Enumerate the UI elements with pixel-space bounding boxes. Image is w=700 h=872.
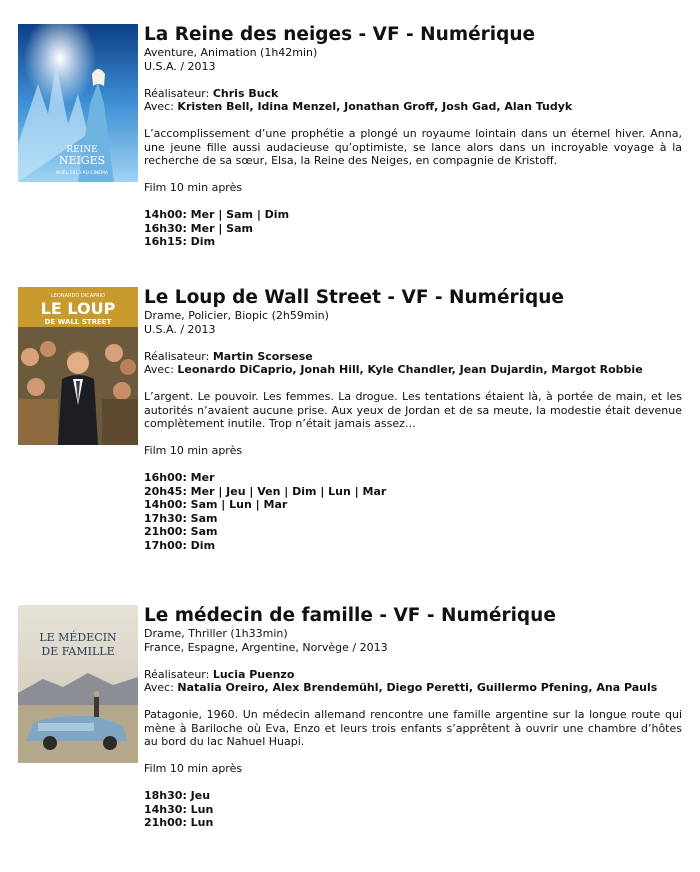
showtime: 21h00: Lun [144,816,214,829]
cast-names: Leonardo DiCaprio, Jonah Hill, Kyle Chandler, Jean Dujardin, Margot Robbie [177,363,643,376]
movie-title[interactable]: La Reine des neiges - VF - Numérique [144,24,536,45]
movie-note: Film 10 min après [144,181,243,194]
movie-info [144,605,682,830]
cast-label: Avec: [144,100,174,113]
movie-poster[interactable] [18,24,138,182]
movie-poster[interactable] [18,287,138,445]
movie-director [144,668,682,682]
cast-label: Avec: [144,363,174,376]
director-label: Réalisateur: [144,86,210,100]
showtime: 21h00: Sam [144,525,218,538]
poster-actor: LEONARDO DICAPRIO [50,293,106,299]
poster-title-line-2: DE FAMILLE [41,645,115,658]
movie-info [144,287,682,552]
showtime: 14h00: Sam | Lun | Mar [144,498,288,511]
poster-title-line-1: LE LOUP [40,299,116,318]
director-name: Chris Buck [212,86,279,100]
movie-cast [144,100,682,114]
movie-director [144,350,682,364]
movie-cast [144,363,682,377]
showtime: 16h15: Dim [144,235,216,248]
movie-synopsis: L’accomplissement d’une prophétie a plongé un royaume lointain dans un éternel hiver. Anna, une jeune fille aussi audacieuse qu’optimiste, se lance alors dans un incroyable voyage à la recherche de sa sœur, Elsa, la Reine des Neiges, en compagnie de Kristoff. [144,127,682,167]
showtime: 17h30: Sam [144,511,218,525]
poster-image [18,605,138,763]
movie-origin: U.S.A. / 2013 [144,322,216,336]
showtime: 17h00: Dim [144,538,216,552]
poster-image [18,24,138,182]
showtime: 14h30: Lun [144,802,214,816]
showtime: 14h00: Mer | Sam | Dim [144,208,290,221]
movie-genre: Drame, Policier, Biopic (2h59min) [144,309,329,322]
cast-names: Kristen Bell, Idina Menzel, Jonathan Groff, Josh Gad, Alan Tudyk [177,100,573,113]
movie-genre: Aventure, Animation (1h42min) [144,46,318,59]
poster-title-line-1: LE MÉDECIN [39,631,117,644]
director-name: Martin Scorsese [212,349,313,363]
cast-label: Avec: [144,681,174,694]
movie-synopsis: Patagonie, 1960. Un médecin allemand rencontre une famille argentine sur la longue route qui mène à Bariloche où Eva, Enzo et leurs trois enfants s’apprêtent à ouvrir une chambre d’hôtes au bord du lac Nahuel Huapi. [144,708,682,748]
showtime: 20h45: Mer | Jeu | Ven | Dim | Lun | Mar [144,484,387,498]
director-label: Réalisateur: [144,667,210,681]
poster-title-line-2: NEIGES [58,154,106,167]
movie-poster[interactable] [18,605,138,763]
poster-image [18,287,138,445]
poster-title-line-1: REINE [66,145,98,155]
movie-origin: U.S.A. / 2013 [144,59,216,73]
director-label: Réalisateur: [144,349,210,363]
movie-genre: Drame, Thriller (1h33min) [144,627,288,640]
movie-note: Film 10 min après [144,762,243,775]
movie-director [144,87,682,101]
movie-note: Film 10 min après [144,444,243,457]
director-name: Lucia Puenzo [212,667,295,681]
movie-title[interactable]: Le médecin de famille - VF - Numérique [144,605,556,626]
showtime: 18h30: Jeu [144,789,211,802]
poster-title-line-2: DE WALL STREET [44,318,112,326]
movie-info [144,24,682,249]
movie-origin: France, Espagne, Argentine, Norvège / 2013 [144,640,388,654]
cast-names: Natalia Oreiro, Alex Brendemühl, Diego Peretti, Guillermo Pfening, Ana Pauls [177,681,658,694]
movie-title[interactable]: Le Loup de Wall Street - VF - Numérique [144,287,564,308]
poster-tagline: NOËL 2013 AU CINÉMA [55,171,109,176]
showtime: 16h30: Mer | Sam [144,221,253,235]
showtime: 16h00: Mer [144,471,215,484]
movie-cast [144,681,682,695]
movie-synopsis: L’argent. Le pouvoir. Les femmes. La drogue. Les tentations étaient là, à portée de main, et les autorités n’avaient aucune prise. Aux yeux de Jordan et de sa meute, la modestie était devenue complètement inutile. Trop n’était jamais assez… [144,390,682,430]
